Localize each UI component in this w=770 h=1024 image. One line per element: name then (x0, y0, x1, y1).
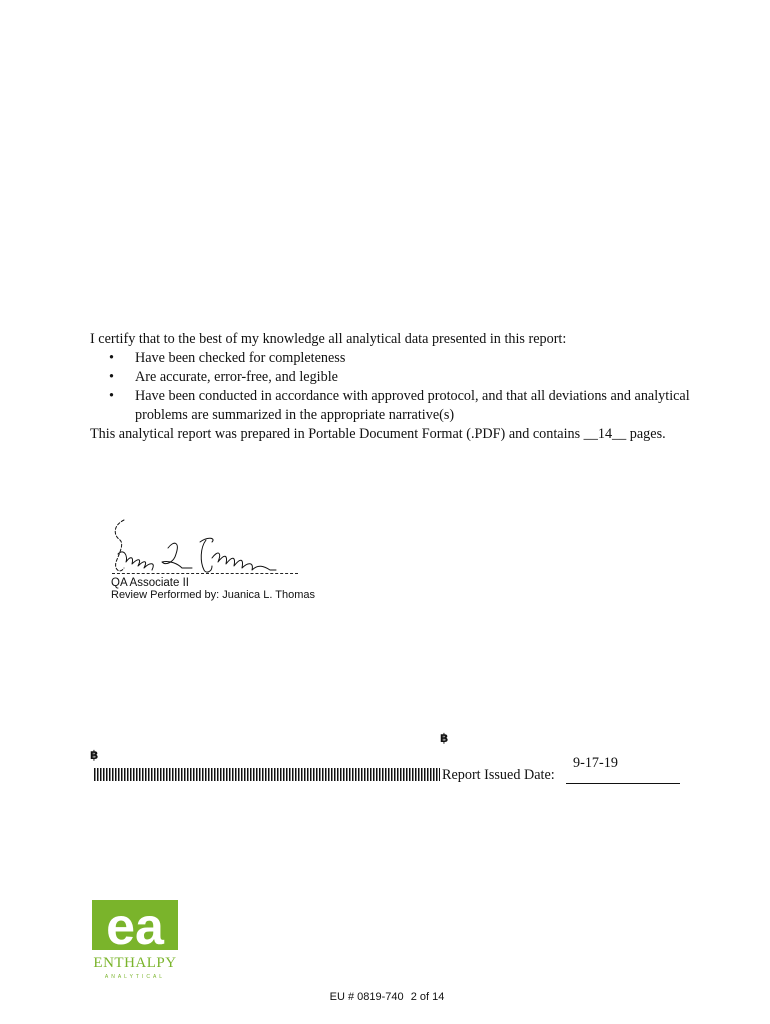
signer-role: QA Associate II (111, 577, 189, 589)
ea-logo-mark (88, 898, 188, 982)
signature-block (108, 518, 315, 608)
form-marker: ฿ (90, 748, 99, 762)
hatched-field (94, 768, 440, 781)
certification-list (90, 349, 690, 425)
certification-block (90, 330, 690, 444)
certification-intro: I certify that to the best of my knowledge all analytical data presented in this report: (90, 331, 567, 347)
report-issued-date: 9-17-19 (573, 755, 618, 771)
logo-tagline: ANALYTICAL (104, 974, 166, 980)
page-number: 2 of 14 (410, 991, 445, 1003)
date-underline (566, 783, 680, 784)
certification-item: • Have been checked for completeness (135, 349, 690, 368)
signature-line (112, 573, 298, 574)
logo-mark-text: ea (106, 898, 164, 956)
pdf-statement: This analytical report was prepared in Portable Document Format (.PDF) and contains __14__ pages. (90, 426, 666, 442)
logo-name: ENTHALPY (93, 955, 177, 971)
page-footer (0, 991, 770, 1003)
certification-item: • Are accurate, error-free, and legible (135, 368, 690, 387)
enthalpy-logo (88, 898, 188, 982)
handwritten-signature (108, 518, 308, 578)
reviewer-name: Review Performed by: Juanica L. Thomas (111, 589, 315, 601)
form-marker: ฿ (440, 731, 449, 745)
eu-number: EU # 0819-740 (329, 991, 404, 1003)
report-issued-label: Report Issued Date: (442, 767, 555, 783)
certification-item: • Have been conducted in accordance with approved protocol, and that all deviations and analytical problems are summarized in the appropriate narrative(s) (135, 387, 690, 425)
